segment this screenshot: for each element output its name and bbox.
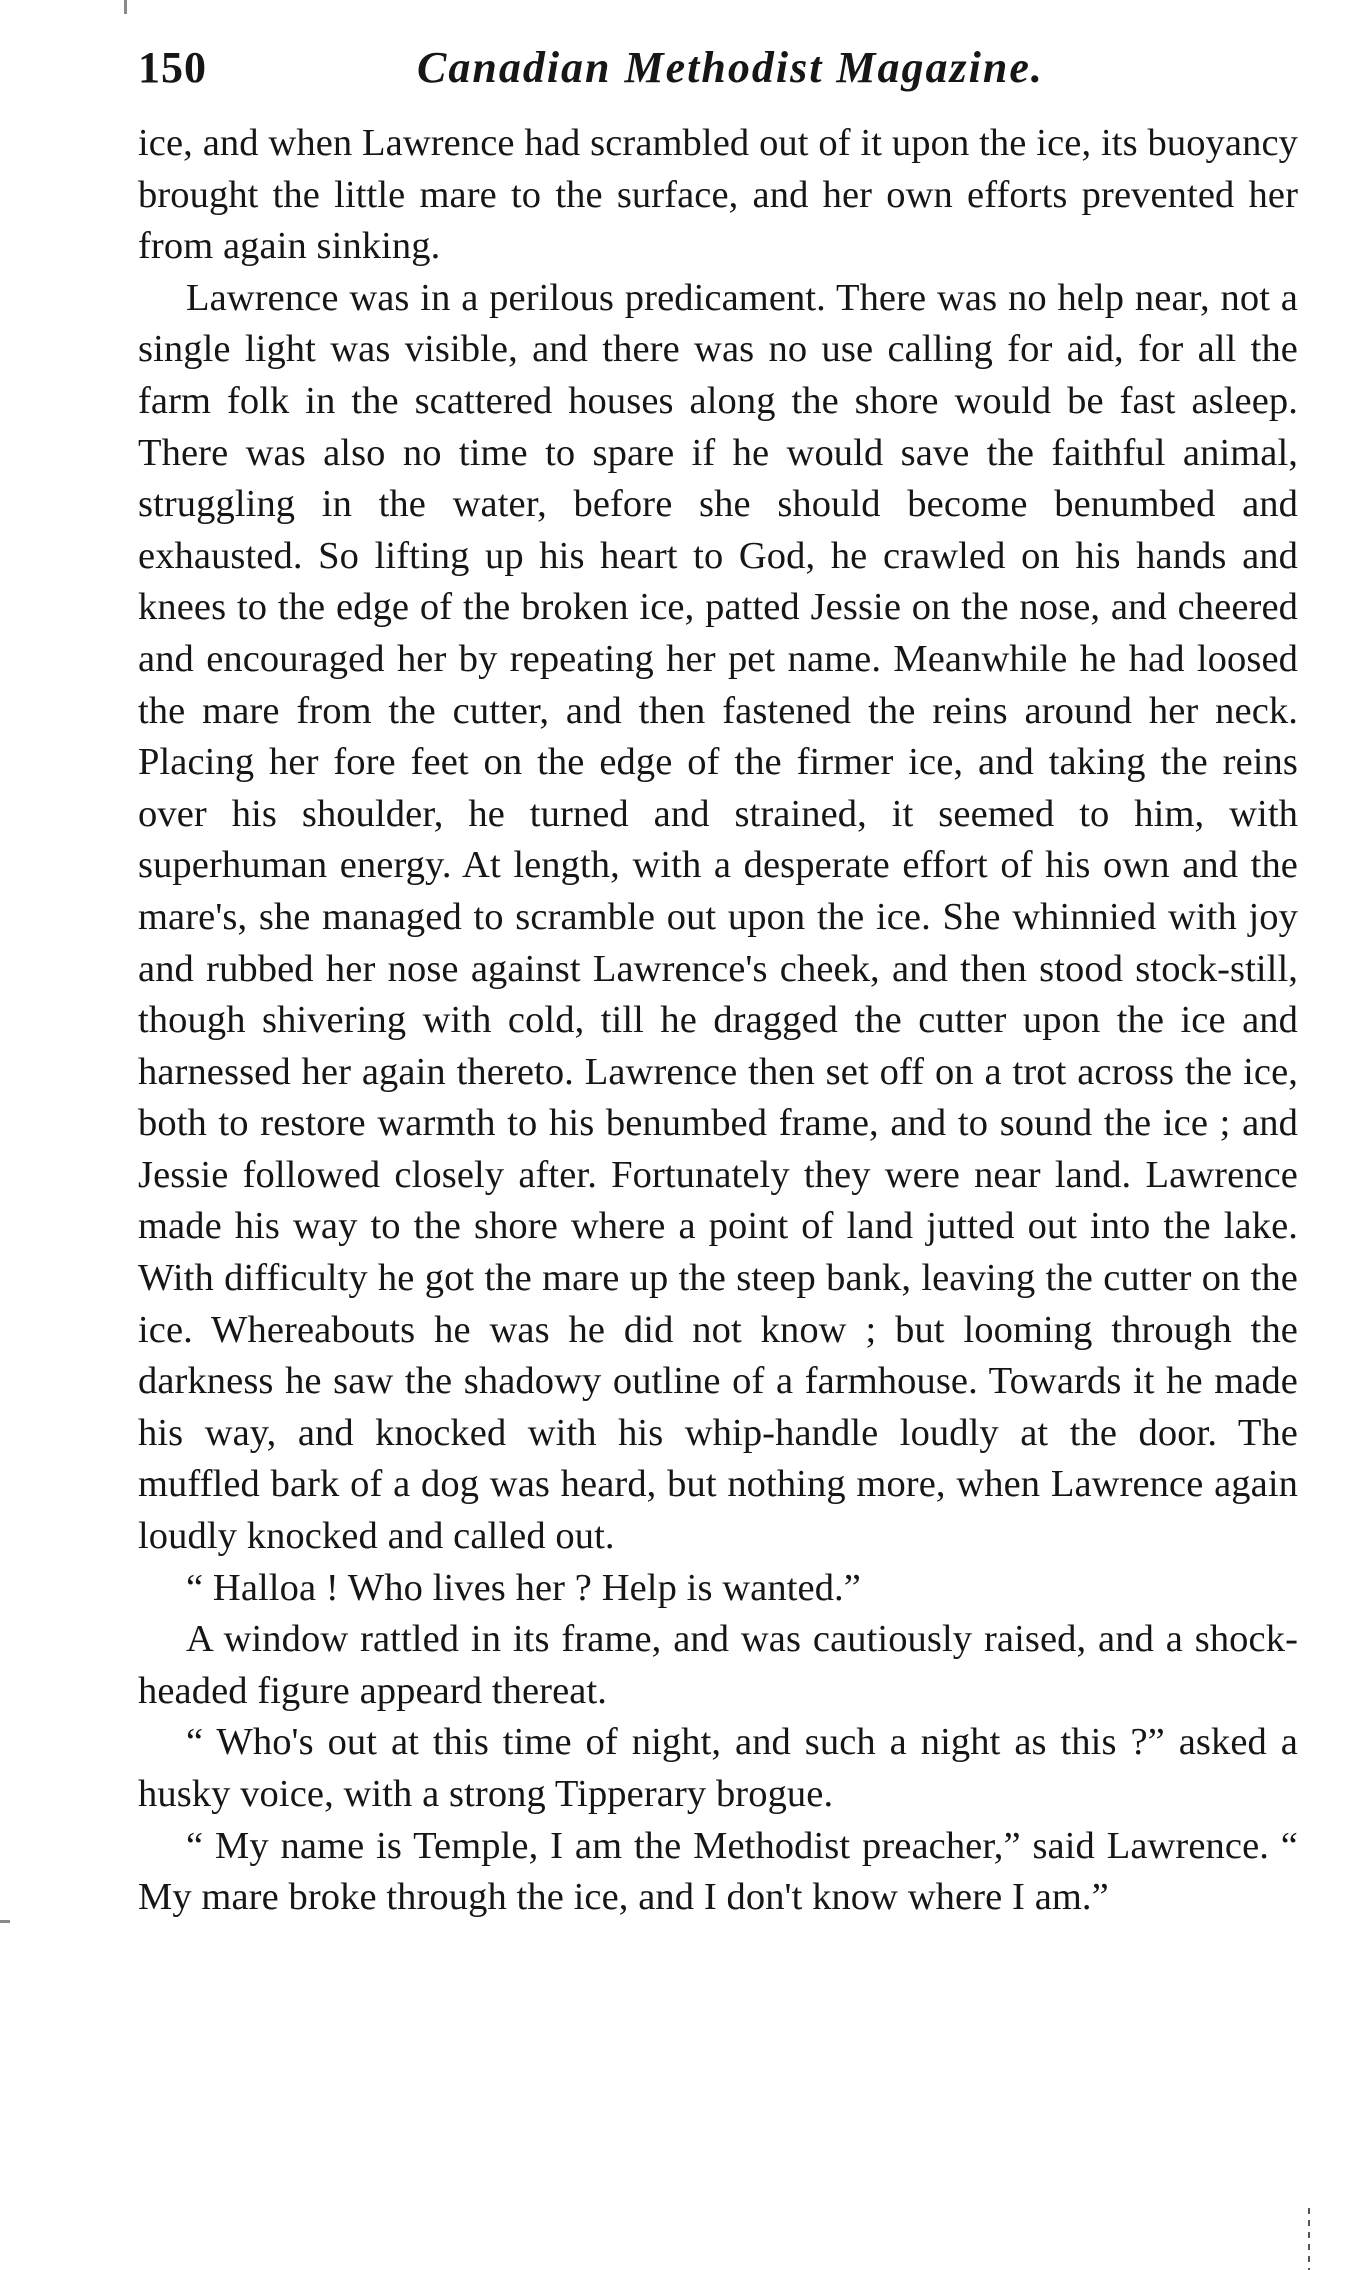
paragraph: “ Halloa ! Who lives her ? Help is wanted.” [186, 1566, 861, 1609]
paragraph: “ Who's out at this time of night, and such a night as this ?” asked a husky voice, with a strong Tipperary brogue. [138, 1721, 1298, 1815]
page-number: 150 [138, 43, 207, 92]
body-text [138, 118, 1298, 1924]
scan-edge-mark [0, 1920, 10, 1923]
running-head [138, 38, 1298, 108]
paragraph: Lawrence was in a perilous predicament. There was no help near, not a single light was visible, and there was no use calling for aid, for all the farm folk in the scattered houses along the shore would be fast asleep. There was also no time to spare if he would save the faithful animal, struggling in the water, before she should become benumbed and exhausted. So lifting up his heart to God, he crawled on his hands and knees to the edge of the broken ice, patted Jessie on the nose, and cheered and encouraged her by repeating her pet name. Meanwhile he had loosed the mare from the cutter, and then fastened the reins around her neck. Placing her fore feet on the edge of the firmer ice, and taking the reins over his shoulder, he turned and strained, it seemed to him, with superhuman energy. At length, with a desperate effort of his own and the mare's, she managed to scramble out upon the ice. She whinnied with joy and rubbed her nose against Lawrence's cheek, and then stood stock-still, though shivering with cold, till he dragged the cutter upon the ice and harnessed her again thereto. Lawrence then set off on a trot across the ice, both to restore warmth to his benumbed frame, and to sound the ice ; and Jessie followed closely after. Fortunately they were near land. Lawrence made his way to the shore where a point of land jutted out into the lake. With difficulty he got the mare up the steep bank, leaving the cutter on the ice. Whereabouts he was he did not know ; but looming through the darkness he saw the shadowy outline of a farmhouse. Towards it he made his way, and knocked with his whip-handle loudly at the door. The muffled bark of a dog was heard, but nothing more, when Lawrence again loudly knocked and called out. [138, 276, 1298, 1558]
paragraph: “ My name is Temple, I am the Methodist preacher,” said Lawrence. “ My mare broke through the ice, and I don't know where I am.” [138, 1824, 1298, 1919]
magazine-title: Canadian Methodist Magazine. [417, 43, 1044, 92]
scan-edge-mark [124, 0, 127, 14]
paragraph: ice, and when Lawrence had scrambled out of it upon the ice, its buoyancy brought the little mare to the surface, and her own efforts prevented her from again sinking. [138, 122, 1298, 268]
scan-edge-mark [1308, 2208, 1310, 2270]
paragraph: A window rattled in its frame, and was cautiously raised, and a shock-headed figure appeard thereat. [138, 1618, 1298, 1712]
